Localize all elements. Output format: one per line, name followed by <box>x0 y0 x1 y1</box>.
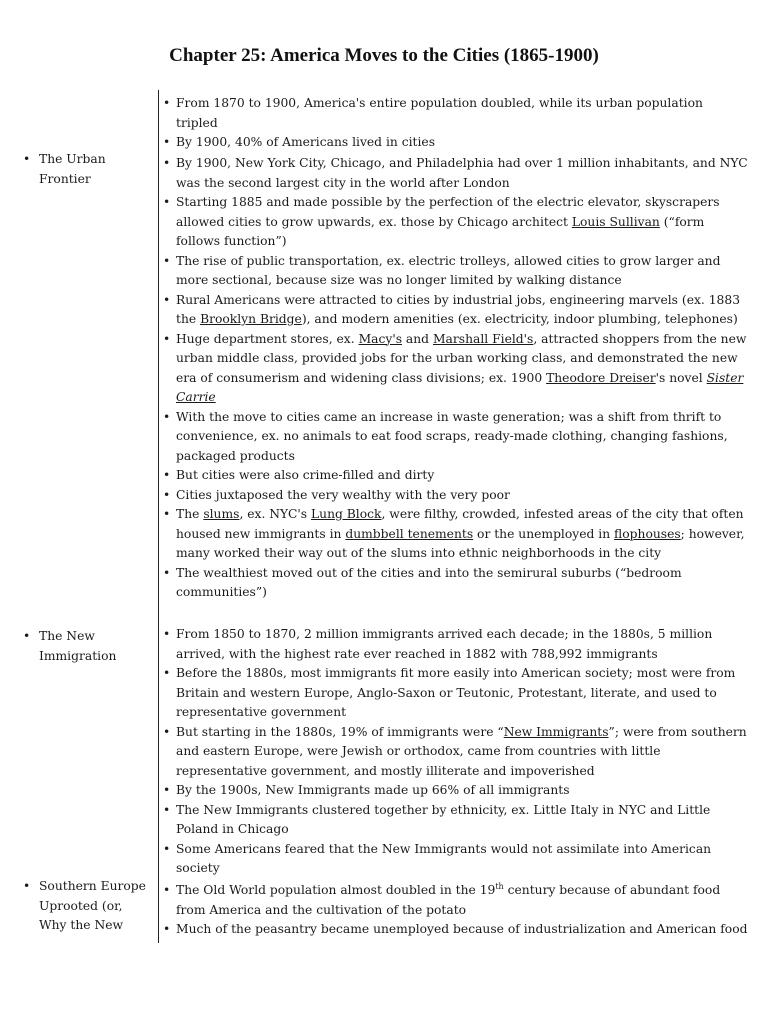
term-link[interactable]: slums <box>203 507 240 521</box>
term-link[interactable]: Marshall Field's <box>432 331 534 346</box>
note-item: • Huge department stores, ex. Macy's and Marshall Field's, attracted shoppers from the new urban middle class, provided jobs for the urban working class, and demonstrated the new era of consumerism and widening class divisions; ex. 1900 Theodore Dreiser's novel Sister Carrie <box>162 330 748 408</box>
term-link[interactable]: Lung Block <box>310 507 382 521</box>
note-item: • Rural Americans were attracted to cities by industrial jobs, engineering marvels (ex. 1883 the Brooklyn Bridge), and modern amenities (ex. electricity, indoor plumbing, telephones) <box>162 291 748 330</box>
note-item: • By 1900, New York City, Chicago, and Philadelphia had over 1 million inhabitants, and NYC was the second largest city in the world after London <box>162 154 748 193</box>
topic-label: Southern Europe Uprooted (or, Why the New <box>39 879 146 932</box>
note-item: • Before the 1880s, most immigrants fit more easily into American society; most were from Britain and western Europe, Anglo-Saxon or Teutonic, Protestant, literate, and used to representative government <box>162 664 748 723</box>
topic-label: The Urban Frontier <box>39 152 106 186</box>
note-item: • From 1850 to 1870, 2 million immigrants arrived each decade; in the 1880s, 5 million arrived, with the highest rate ever reached in 1882 with 788,992 immigrants <box>162 625 748 664</box>
note-item: • Cities juxtaposed the very wealthy with the very poor <box>162 486 748 506</box>
term-link[interactable]: Theodore Dreiser <box>546 370 656 385</box>
note-item: • Some Americans feared that the New Immigrants would not assimilate into American society <box>162 840 748 879</box>
column-divider <box>158 90 159 943</box>
term-link[interactable]: Macy's <box>358 331 403 346</box>
note-item: • With the move to cities came an increase in waste generation; was a shift from thrift to convenience, ex. no animals to eat food scraps, ready-made clothing, changing fashions, packaged products <box>162 408 748 467</box>
term-link[interactable]: Brooklyn Bridge <box>200 312 302 326</box>
page-title: Chapter 25: America Moves to the Cities (1865-1900) <box>169 45 599 66</box>
note-item: • Starting 1885 and made possible by the perfection of the electric elevator, skyscrapers allowed cities to grow upwards, ex. those by Chicago architect Louis Sullivan (“form follows function”) <box>162 193 748 252</box>
note-item: • By the 1900s, New Immigrants made up 66% of all immigrants <box>162 781 748 801</box>
note-item: • But cities were also crime-filled and dirty <box>162 466 748 486</box>
note-item: • The New Immigrants clustered together by ethnicity, ex. Little Italy in NYC and Little Poland in Chicago <box>162 801 748 840</box>
term-link[interactable]: Sister Carrie <box>176 370 744 404</box>
bullet-icon: • <box>23 879 31 893</box>
note-item: • The Old World population almost doubled in the 19th century because of abundant food from America and the cultivation of the potato <box>162 881 748 920</box>
bullet-icon: • <box>23 629 31 643</box>
southern-europe-notes <box>162 881 748 940</box>
note-item: • From 1870 to 1900, America's entire population doubled, while its urban population tripled <box>162 94 748 133</box>
topic-label: The New Immigration <box>39 629 117 663</box>
new-immigration-notes <box>162 625 748 879</box>
term-link[interactable]: Louis Sullivan <box>571 214 660 229</box>
urban-frontier-notes <box>162 154 748 603</box>
topic-new-immigration <box>23 627 148 666</box>
note-item: • The slums, ex. NYC's Lung Block, were filthy, crowded, infested areas of the city that often housed new immigrants in dumbbell tenements or the unemployed in flophouses; however, many worked their way out of the slums into ethnic neighborhoods in the city <box>162 505 748 564</box>
term-link[interactable]: flophouses <box>614 526 681 541</box>
topic-southern-europe <box>23 877 148 936</box>
term-link[interactable]: New Immigrants <box>503 724 609 739</box>
term-link[interactable]: dumbbell tenements <box>345 526 474 541</box>
note-item: • The rise of public transportation, ex. electric trolleys, allowed cities to grow larger and more sectional, because size was no longer limited by walking distance <box>162 252 748 291</box>
note-item: • The wealthiest moved out of the cities and into the semirural suburbs (“bedroom communities”) <box>162 564 748 603</box>
note-item: • But starting in the 1880s, 19% of immigrants were “New Immigrants”; were from southern and eastern Europe, were Jewish or orthodox, came from countries with little representative government, and mostly illiterate and impoverished <box>162 723 748 782</box>
intro-notes <box>162 94 748 153</box>
note-item: • By 1900, 40% of Americans lived in cities <box>162 133 748 153</box>
note-item: • Much of the peasantry became unemployed because of industrialization and American food <box>162 920 748 940</box>
topic-urban-frontier <box>23 150 148 189</box>
bullet-icon: • <box>23 152 31 166</box>
